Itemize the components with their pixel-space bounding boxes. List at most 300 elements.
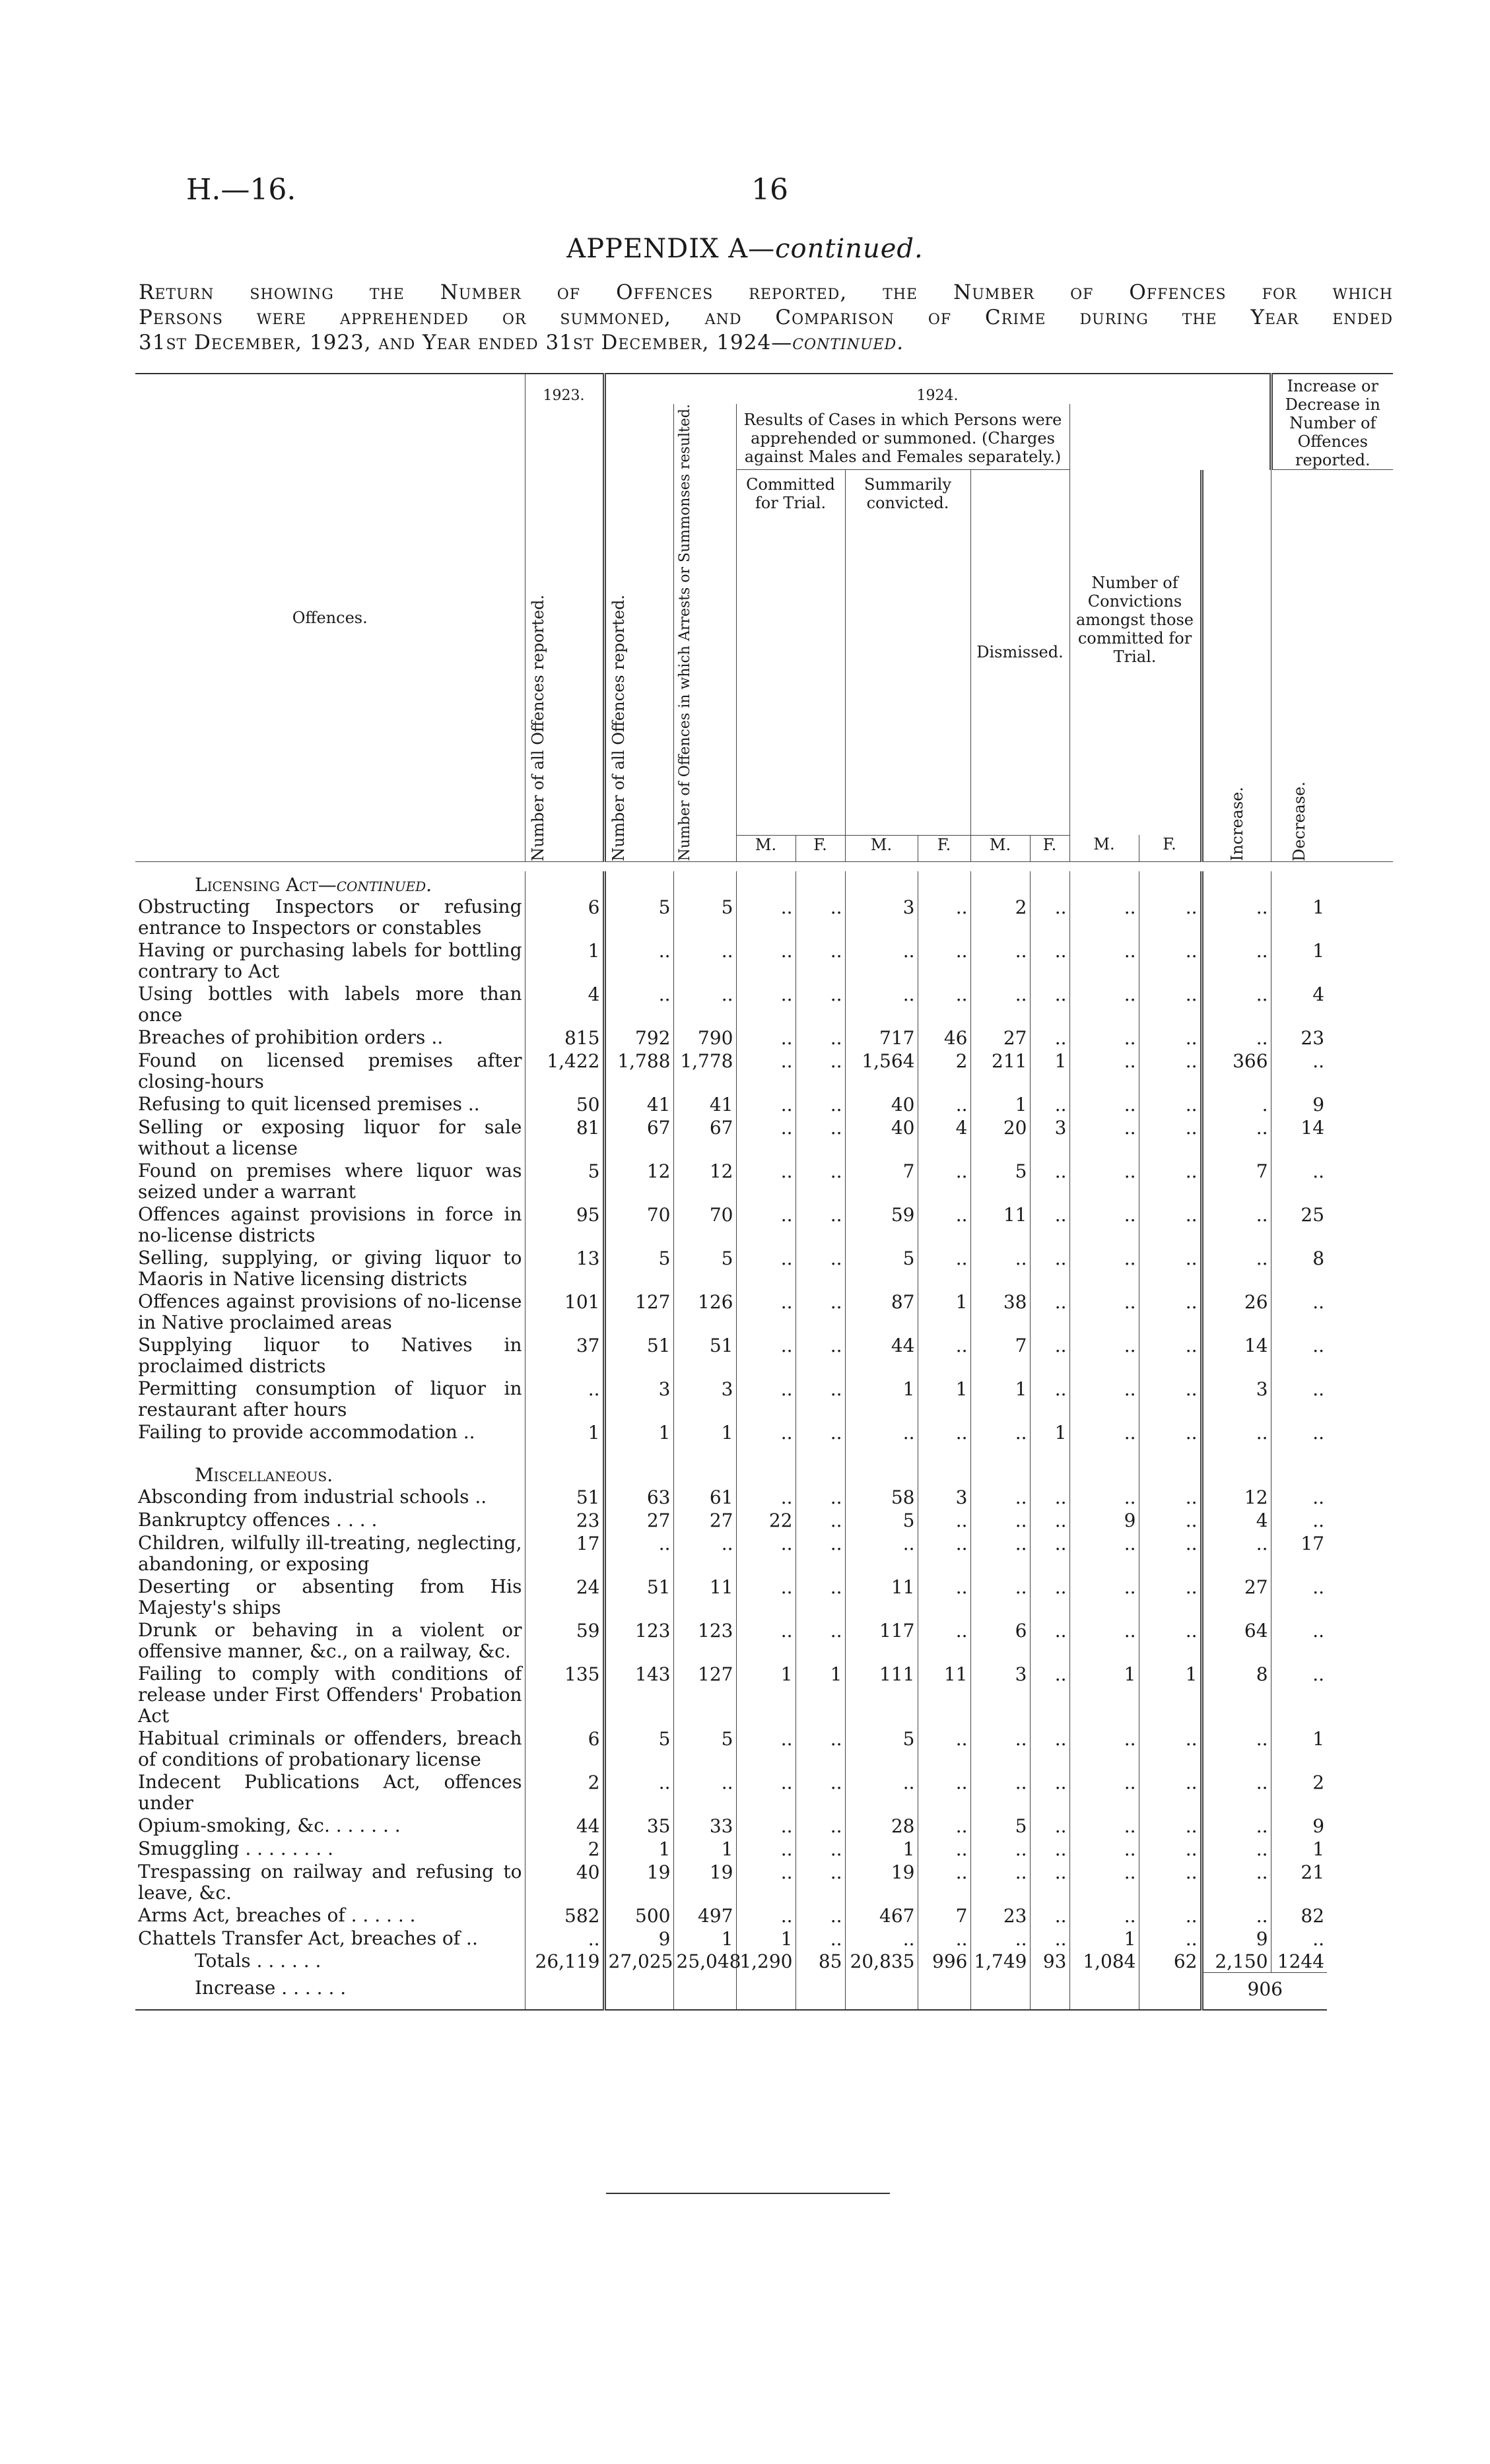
- table-cell: 815: [525, 1026, 604, 1049]
- table-cell: ..: [1030, 1927, 1069, 1950]
- table-cell: ..: [673, 1532, 736, 1576]
- table-cell: ..: [1139, 1290, 1202, 1334]
- leader-dots: . . . . . .: [345, 1904, 416, 1926]
- table-cell: 9: [1069, 1509, 1139, 1532]
- table-cell: ..: [736, 1247, 796, 1290]
- table-cell: ..: [1139, 939, 1202, 983]
- table-cell: 143: [604, 1663, 673, 1727]
- table-row: [135, 1771, 1393, 1815]
- return-title-line-3-italic: continued.: [792, 331, 904, 354]
- table-cell: ..: [604, 1532, 673, 1576]
- table-cell: 8: [1202, 1663, 1271, 1727]
- offence-label: [135, 1486, 525, 1509]
- table-cell: ..: [1069, 1486, 1139, 1509]
- table-cell: ..: [736, 1727, 796, 1771]
- table-cell: ..: [1030, 1663, 1069, 1727]
- table-cell: 5: [970, 1815, 1030, 1838]
- table-cell: 70: [673, 1203, 736, 1247]
- col-increase: Increase.: [1227, 787, 1246, 861]
- table-cell: 1: [918, 1290, 970, 1334]
- table-cell: ..: [1069, 1771, 1139, 1815]
- table-cell: ..: [1202, 983, 1271, 1026]
- table-row: [135, 1815, 1393, 1838]
- table-cell: ..: [1030, 1247, 1069, 1290]
- table-cell: 5: [673, 1727, 736, 1771]
- table-cell: ..: [796, 1486, 845, 1509]
- table-cell: 12: [673, 1160, 736, 1203]
- table-row: [135, 939, 1393, 983]
- table-row: [135, 1290, 1393, 1334]
- table-cell: ..: [845, 1927, 918, 1950]
- table-row: [135, 1026, 1393, 1049]
- table-row: [135, 1203, 1393, 1247]
- table-cell: 14: [1271, 1116, 1327, 1160]
- offence-text: Selling, supplying, or giving liquor to Maoris in Native licensing districts: [138, 1246, 522, 1290]
- table-cell: ..: [736, 939, 796, 983]
- table-cell: 40: [525, 1861, 604, 1904]
- table-cell: ..: [796, 1049, 845, 1093]
- table-cell: ..: [1202, 1247, 1271, 1290]
- table-cell: ..: [1069, 1203, 1139, 1247]
- totals-cell: 1,084: [1069, 1950, 1139, 1973]
- table-row: [135, 983, 1393, 1026]
- col-increase-decrease: Increase or Decrease in Number of Offences reported.: [1271, 374, 1393, 470]
- table-cell: ..: [796, 983, 845, 1026]
- leader-dots: . . . . . . . .: [239, 1837, 333, 1859]
- offence-text: Absconding from industrial schools: [138, 1485, 469, 1508]
- table-cell: ..: [1139, 896, 1202, 939]
- table-cell: ..: [845, 983, 918, 1026]
- return-title-line-3: [139, 330, 1393, 355]
- table-cell: ..: [736, 1619, 796, 1663]
- offence-text: Failing to comply with conditions of release under First Offenders' Probation Act: [138, 1662, 522, 1727]
- table-cell: ..: [1030, 1861, 1069, 1904]
- table-row: [135, 1663, 1393, 1727]
- table-cell: 44: [845, 1334, 918, 1378]
- table-row: [135, 1838, 1393, 1861]
- table-cell: 23: [525, 1509, 604, 1532]
- offence-label: [135, 1378, 525, 1421]
- table-row: [135, 1160, 1393, 1203]
- return-title-line-3-text: 31st December, 1923, and Year ended 31st December, 1924—: [139, 331, 793, 354]
- table-cell: ..: [1069, 939, 1139, 983]
- totals-cell: 27,025: [604, 1950, 673, 1973]
- table-cell: ..: [1139, 1861, 1202, 1904]
- table-cell: ..: [1271, 1927, 1327, 1950]
- table-cell: 2: [970, 896, 1030, 939]
- table-cell: ..: [736, 896, 796, 939]
- table-cell: 497: [673, 1904, 736, 1927]
- table-cell: 5: [604, 1727, 673, 1771]
- table-cell: 135: [525, 1663, 604, 1727]
- table-cell: 50: [525, 1093, 604, 1116]
- net-increase-value: 906: [1202, 1972, 1327, 2010]
- table-cell: ..: [1271, 1486, 1327, 1509]
- table-cell: 1: [525, 1421, 604, 1444]
- table-cell: 5: [525, 1160, 604, 1203]
- table-cell: ..: [1271, 1509, 1327, 1532]
- table-row: [135, 1421, 1393, 1444]
- table-cell: ..: [1030, 1160, 1069, 1203]
- col-reported-1924: Number of all Offences reported.: [609, 594, 628, 861]
- table-cell: ..: [1271, 1290, 1327, 1334]
- table-cell: 111: [845, 1663, 918, 1727]
- section-title: [135, 871, 525, 896]
- table-body: [135, 871, 1393, 2011]
- table-cell: 790: [673, 1026, 736, 1049]
- section-header: [135, 1444, 1393, 1486]
- table-cell: 1: [845, 1838, 918, 1861]
- leader-dots: . . . . . .: [329, 1814, 401, 1836]
- table-cell: ..: [970, 1421, 1030, 1444]
- table-cell: ..: [1139, 1727, 1202, 1771]
- leader-dots: ..: [457, 1420, 475, 1443]
- table-row: [135, 896, 1393, 939]
- table-cell: 1: [970, 1093, 1030, 1116]
- table-cell: 3: [1202, 1378, 1271, 1421]
- table-row: [135, 1904, 1393, 1927]
- table-cell: ..: [918, 1203, 970, 1247]
- col-committed-m: M.: [736, 835, 796, 861]
- offence-text: Smuggling: [138, 1837, 240, 1859]
- table-cell: ..: [845, 1421, 918, 1444]
- col-dismissed-f: F.: [1030, 835, 1069, 861]
- offence-label: [135, 1532, 525, 1576]
- table-cell: 5: [604, 1247, 673, 1290]
- table-cell: ..: [736, 1532, 796, 1576]
- table-cell: 40: [845, 1116, 918, 1160]
- increase-label-text: Increase: [195, 1977, 276, 1999]
- table-cell: 126: [673, 1290, 736, 1334]
- table-cell: ..: [1139, 1486, 1202, 1509]
- table-cell: ..: [1139, 983, 1202, 1026]
- table-cell: 3: [1030, 1116, 1069, 1160]
- table-cell: ..: [1030, 1576, 1069, 1619]
- table-cell: ..: [1202, 1727, 1271, 1771]
- table-cell: ..: [796, 1861, 845, 1904]
- table-cell: ..: [1139, 1927, 1202, 1950]
- table-cell: 1: [1030, 1049, 1069, 1093]
- table-cell: 5: [604, 896, 673, 939]
- table-cell: ..: [1030, 1509, 1069, 1532]
- table-cell: ..: [1069, 1815, 1139, 1838]
- table-cell: ..: [1202, 1203, 1271, 1247]
- table-cell: ..: [736, 1815, 796, 1838]
- table-cell: 1: [918, 1378, 970, 1421]
- leader-dots: . . . . . .: [250, 1949, 322, 1972]
- table-cell: 7: [970, 1334, 1030, 1378]
- table-row: [135, 1576, 1393, 1619]
- offence-label: [135, 983, 525, 1026]
- table-cell: ..: [1202, 1815, 1271, 1838]
- table-cell: 123: [673, 1619, 736, 1663]
- table-cell: ..: [1030, 1815, 1069, 1838]
- table-cell: 3: [845, 896, 918, 939]
- table-cell: ..: [1271, 1049, 1327, 1093]
- table-cell: ..: [918, 1619, 970, 1663]
- totals-cell: 1,749: [970, 1950, 1030, 1973]
- table-cell: ..: [1069, 1838, 1139, 1861]
- table-cell: 1: [604, 1421, 673, 1444]
- table-cell: ..: [1030, 896, 1069, 939]
- table-cell: 5: [673, 1247, 736, 1290]
- table-cell: .: [1202, 1093, 1271, 1116]
- table-cell: ..: [736, 1486, 796, 1509]
- offence-text: Found on licensed premises after closing-hours: [138, 1049, 522, 1092]
- table-cell: 19: [673, 1861, 736, 1904]
- table-cell: ..: [1139, 1421, 1202, 1444]
- table-cell: ..: [1030, 939, 1069, 983]
- table-cell: 1: [1271, 1838, 1327, 1861]
- table-cell: 19: [845, 1861, 918, 1904]
- totals-cell: 20,835: [845, 1950, 918, 1973]
- table-cell: 21: [1271, 1861, 1327, 1904]
- table-cell: ..: [1139, 1771, 1202, 1815]
- table-cell: 95: [525, 1203, 604, 1247]
- table-cell: 51: [604, 1334, 673, 1378]
- table-cell: 1,788: [604, 1049, 673, 1093]
- table-cell: 117: [845, 1619, 918, 1663]
- table-cell: 4: [1202, 1509, 1271, 1532]
- table-cell: ..: [796, 1290, 845, 1334]
- offence-text: Failing to provide accommodation: [138, 1420, 457, 1443]
- table-cell: 3: [970, 1663, 1030, 1727]
- table-cell: ..: [796, 1927, 845, 1950]
- table-cell: 2: [525, 1771, 604, 1815]
- offence-label: [135, 1927, 525, 1950]
- table-cell: 12: [1202, 1486, 1271, 1509]
- table-row: [135, 1619, 1393, 1663]
- table-cell: ..: [604, 939, 673, 983]
- table-cell: ..: [1139, 1815, 1202, 1838]
- table-cell: ..: [1030, 1771, 1069, 1815]
- offence-label: [135, 1290, 525, 1334]
- table-cell: ..: [736, 1093, 796, 1116]
- increase-label: [135, 1972, 525, 2010]
- table-row: [135, 1378, 1393, 1421]
- table-cell: 27: [1202, 1576, 1271, 1619]
- table-cell: 11: [970, 1203, 1030, 1247]
- table-cell: 1,778: [673, 1049, 736, 1093]
- table-cell: ..: [1030, 1093, 1069, 1116]
- table-cell: 4: [918, 1116, 970, 1160]
- table-cell: 792: [604, 1026, 673, 1049]
- table-cell: ..: [918, 1247, 970, 1290]
- table-cell: 58: [845, 1486, 918, 1509]
- table-cell: 1: [673, 1838, 736, 1861]
- table-cell: ..: [736, 1861, 796, 1904]
- appendix-title: [0, 234, 1490, 264]
- table-cell: ..: [1030, 1486, 1069, 1509]
- table-cell: ..: [1139, 1203, 1202, 1247]
- offence-label: [135, 1203, 525, 1247]
- leader-dots: . . . .: [330, 1508, 378, 1531]
- table-cell: ..: [1139, 1509, 1202, 1532]
- table-cell: 67: [604, 1116, 673, 1160]
- offence-label: [135, 1093, 525, 1116]
- table-cell: 5: [845, 1509, 918, 1532]
- table-cell: 1: [1271, 1727, 1327, 1771]
- table-cell: 582: [525, 1904, 604, 1927]
- table-cell: ..: [970, 1727, 1030, 1771]
- table-cell: 123: [604, 1619, 673, 1663]
- table-cell: 2: [1271, 1771, 1327, 1815]
- table-cell: ..: [918, 1532, 970, 1576]
- offence-label: [135, 1663, 525, 1727]
- table-cell: 1: [673, 1927, 736, 1950]
- totals-cell: 26,119: [525, 1950, 604, 1973]
- table-cell: 20: [970, 1116, 1030, 1160]
- table-cell: ..: [736, 1290, 796, 1334]
- table-cell: 51: [604, 1576, 673, 1619]
- table-cell: 467: [845, 1904, 918, 1927]
- table-cell: ..: [736, 1838, 796, 1861]
- table-cell: 9: [604, 1927, 673, 1950]
- table-cell: 64: [1202, 1619, 1271, 1663]
- offence-text: Arms Act, breaches of: [138, 1904, 345, 1926]
- table-cell: 1: [673, 1421, 736, 1444]
- table-cell: ..: [796, 1116, 845, 1160]
- table-cell: 127: [604, 1290, 673, 1334]
- table-cell: 1: [1271, 939, 1327, 983]
- table-cell: ..: [845, 1532, 918, 1576]
- table-cell: ..: [796, 1838, 845, 1861]
- col-decrease: Decrease.: [1289, 781, 1308, 861]
- offence-label: [135, 1247, 525, 1290]
- table-cell: ..: [845, 1771, 918, 1815]
- offence-label: [135, 1334, 525, 1378]
- table-cell: ..: [970, 1532, 1030, 1576]
- table-cell: ..: [796, 1904, 845, 1927]
- table-cell: 26: [1202, 1290, 1271, 1334]
- table-cell: ..: [970, 939, 1030, 983]
- table-cell: ..: [525, 1927, 604, 1950]
- table-cell: 500: [604, 1904, 673, 1927]
- table-cell: 9: [1271, 1093, 1327, 1116]
- table-cell: ..: [673, 983, 736, 1026]
- table-cell: 1: [796, 1663, 845, 1727]
- table-cell: ..: [1139, 1116, 1202, 1160]
- table-cell: 14: [1202, 1334, 1271, 1378]
- table-cell: ..: [1069, 1093, 1139, 1116]
- table-cell: 366: [1202, 1049, 1271, 1093]
- table-cell: ..: [1069, 1421, 1139, 1444]
- table-cell: ..: [918, 1334, 970, 1378]
- table-cell: 3: [673, 1378, 736, 1421]
- offence-text: Having or purchasing labels for bottling contrary to Act: [138, 939, 522, 982]
- totals-cell: 1,290: [736, 1950, 796, 1973]
- table-cell: ..: [1202, 896, 1271, 939]
- table-cell: ..: [525, 1378, 604, 1421]
- table-cell: 27: [673, 1509, 736, 1532]
- table-cell: 1,564: [845, 1049, 918, 1093]
- table-cell: ..: [1069, 1727, 1139, 1771]
- table-cell: ..: [1069, 1861, 1139, 1904]
- table-cell: ..: [796, 1619, 845, 1663]
- table-cell: 51: [673, 1334, 736, 1378]
- col-reported-1923: Number of all Offences reported.: [528, 594, 547, 861]
- table-cell: ..: [1030, 983, 1069, 1026]
- table-row: [135, 1727, 1393, 1771]
- offence-text: Supplying liquor to Natives in proclaimed districts: [138, 1333, 522, 1377]
- appendix-continued: continued.: [775, 234, 924, 264]
- table-cell: ..: [1069, 1619, 1139, 1663]
- table-cell: ..: [673, 939, 736, 983]
- table-cell: ..: [796, 1378, 845, 1421]
- section-title: [135, 1444, 525, 1486]
- table-cell: 12: [604, 1160, 673, 1203]
- table-cell: ..: [918, 1509, 970, 1532]
- table-cell: 6: [970, 1619, 1030, 1663]
- table-cell: ..: [918, 896, 970, 939]
- table-cell: 59: [525, 1619, 604, 1663]
- totals-cell: 93: [1030, 1950, 1069, 1973]
- table-row: [135, 1049, 1393, 1093]
- table-cell: ..: [1271, 1576, 1327, 1619]
- table-cell: ..: [1271, 1160, 1327, 1203]
- header-row-1: [135, 374, 1393, 404]
- table-cell: ..: [970, 1509, 1030, 1532]
- table-cell: ..: [796, 1160, 845, 1203]
- table-cell: ..: [736, 1904, 796, 1927]
- table-cell: ..: [796, 1727, 845, 1771]
- offence-label: [135, 1815, 525, 1838]
- offence-label: [135, 1619, 525, 1663]
- table-cell: ..: [918, 1771, 970, 1815]
- table-cell: ..: [1202, 939, 1271, 983]
- offence-text: Indecent Publications Act, offences under: [138, 1770, 522, 1814]
- table-cell: ..: [970, 1771, 1030, 1815]
- table-cell: 7: [845, 1160, 918, 1203]
- table-cell: ..: [1069, 1904, 1139, 1927]
- table-cell: ..: [736, 1116, 796, 1160]
- table-cell: ..: [1030, 1904, 1069, 1927]
- table-cell: ..: [970, 1838, 1030, 1861]
- table-cell: ..: [736, 1334, 796, 1378]
- table-cell: ..: [1202, 1421, 1271, 1444]
- table-cell: 4: [1271, 983, 1327, 1026]
- table-cell: ..: [796, 1093, 845, 1116]
- totals-label-text: Totals: [195, 1949, 251, 1972]
- offence-text: Obstructing Inspectors or refusing entrance to Inspectors or constables: [138, 895, 522, 939]
- col-convictions: Number of Convictions amongst those committed for Trial.: [1069, 404, 1202, 835]
- table-cell: ..: [796, 1576, 845, 1619]
- col-convictions-f: F.: [1139, 835, 1202, 861]
- offence-text: Trespassing on railway and refusing to leave, &c.: [138, 1860, 522, 1904]
- offence-label: [135, 1771, 525, 1815]
- offence-label: [135, 1509, 525, 1532]
- table-cell: ..: [736, 1421, 796, 1444]
- table-cell: ..: [1271, 1421, 1327, 1444]
- table-cell: 9: [1202, 1927, 1271, 1950]
- document-code: H.—16.: [186, 173, 296, 207]
- table-cell: 13: [525, 1247, 604, 1290]
- offence-label: [135, 896, 525, 939]
- table-cell: ..: [918, 1927, 970, 1950]
- offence-text: Refusing to quit licensed premises: [138, 1092, 462, 1115]
- return-title-line-1: Return showing the Number of Offences reported, the Number of Offences for which: [139, 281, 1393, 304]
- offence-text: Opium-smoking, &c.: [138, 1814, 330, 1836]
- totals-cell: 1244: [1271, 1950, 1327, 1973]
- offence-text: Bankruptcy offences: [138, 1508, 331, 1531]
- table-cell: ..: [796, 1532, 845, 1576]
- table-cell: 1: [1271, 896, 1327, 939]
- table-cell: ..: [736, 1160, 796, 1203]
- offence-label: [135, 1861, 525, 1904]
- table-cell: ..: [918, 1160, 970, 1203]
- table-cell: 1: [1030, 1421, 1069, 1444]
- col-year-1924: 1924.: [604, 374, 1271, 404]
